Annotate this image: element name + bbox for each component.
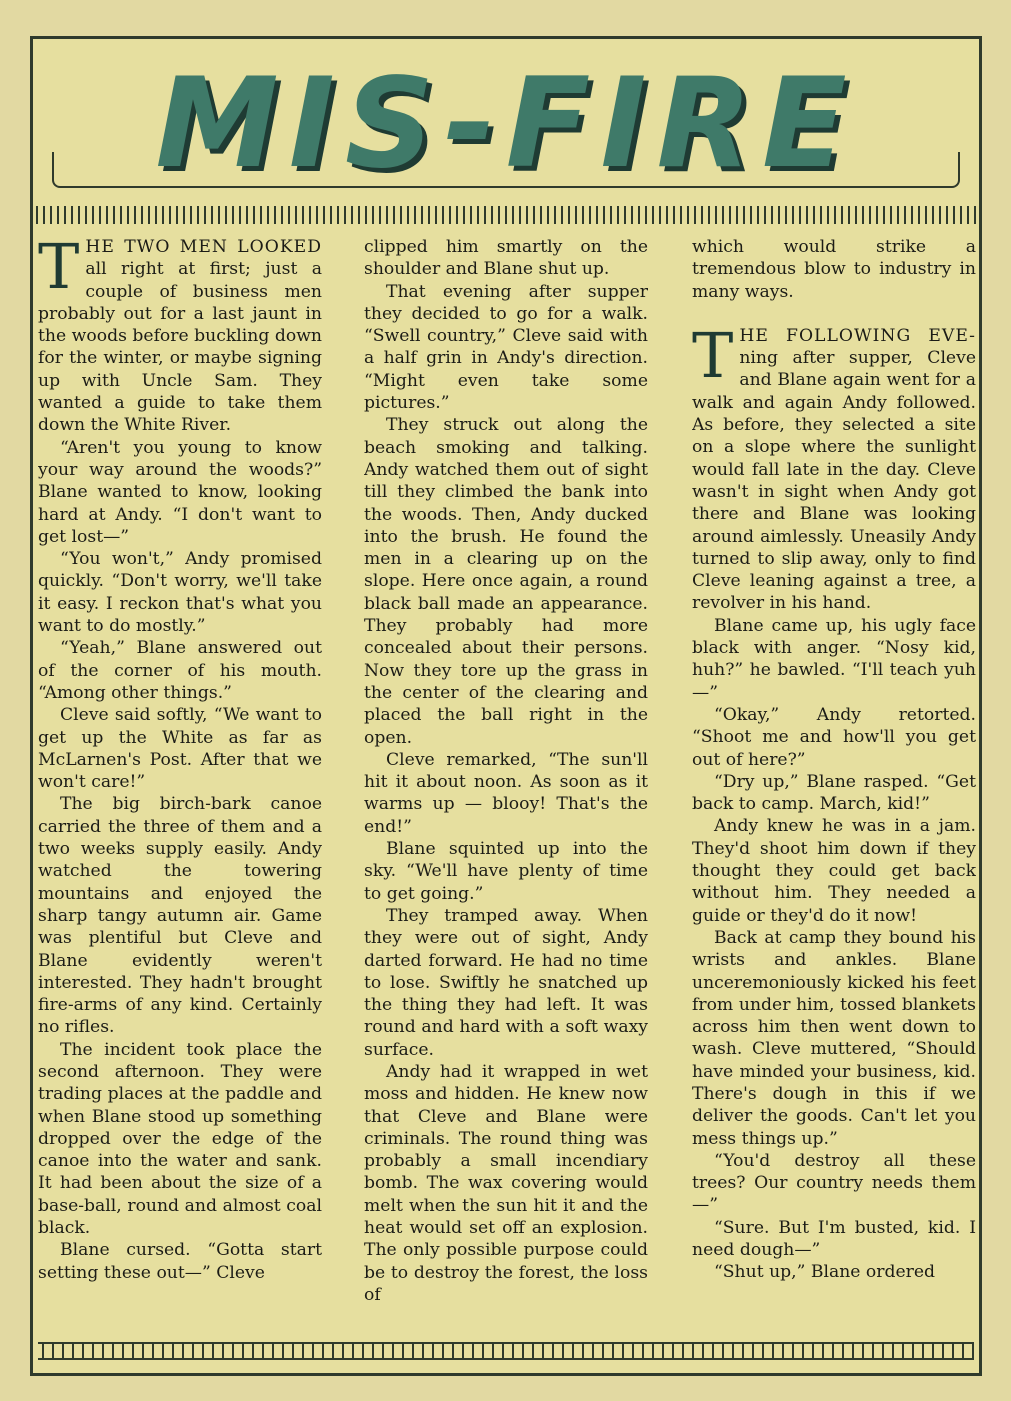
paragraph: “Shut up,” Blane ordered: [714, 1262, 936, 1283]
paragraph: “Sure. But I'm busted, kid. I need dough—”: [692, 1217, 976, 1261]
paragraph: “Dry up,” Blane rasped. “Get back to camp. March, kid!”: [692, 771, 976, 815]
title-banner: [36, 42, 976, 202]
paragraph: Blane came up, his ugly face black with anger. “Nosy kid, huh?” he bawled. “I'll teach yuh—”: [692, 615, 976, 703]
paragraph: The incident took place the second afternoon. They were trading places at the paddle and when Blane stood up something dropped over the edge of the canoe into the water and sank. It had been about the size of a base-ball, round and almost coal black.: [38, 1039, 322, 1239]
paragraph: “You'd destroy all these trees? Our country needs them—”: [692, 1150, 976, 1216]
paragraph: [38, 236, 322, 437]
drop-cap: T: [692, 318, 734, 392]
paragraph: Cleve said softly, “We want to get up the White as far as McLarnen's Post. After that we won't care!”: [38, 705, 322, 793]
paragraph: which would strike a tremendous blow to industry in many ways.: [692, 237, 976, 302]
paragraph: They tramped away. When they were out of sight, Andy darted forward. He had no time to lose. Swiftly he snatched up the thing they had left. It was round and hard with a soft waxy surface.: [364, 905, 648, 1060]
text-column-2: [364, 236, 648, 1336]
paragraph: clipped him smartly on the shoulder and Blane shut up.: [364, 237, 648, 280]
paragraph: “Aren't you young to know your way around the woods?” Blane wanted to know, looking hard at Andy. “I don't want to get lost—”: [38, 437, 322, 547]
paragraph: “Yeah,” Blane answered out of the corner of his mouth. “Among other things.”: [38, 638, 322, 703]
paragraph-text: all right at first; just a couple of business men probably out for a last jaunt in the woods before buckling down for the winter, or maybe signing up with Uncle Sam. They wanted a guide to take them down the White River.: [38, 259, 322, 436]
paragraph: Blane cursed. “Gotta start setting these out—” Cleve: [38, 1240, 322, 1283]
drop-cap: T: [38, 236, 80, 303]
paragraph: Cleve remarked, “The sun'll hit it about noon. As soon as it warms up — blooy! That's the end!”: [364, 749, 648, 837]
paragraph: “Okay,” Andy retorted. “Shoot me and how'll you get out of here?”: [692, 704, 976, 770]
decorative-rule-bottom: [38, 1342, 974, 1360]
lead-in-caps: HE FOLLOWING EVE-: [739, 325, 976, 346]
paragraph: [692, 318, 976, 615]
paragraph: The big birch-bark canoe carried the three of them and a two weeks supply easily. Andy watched the towering mountains and enjoyed the sharp tangy autumn air. Game was plentiful but Cleve and Blane evidently weren't interested. They hadn't brought fire-arms of any kind. Certainly no rifles.: [38, 794, 322, 1038]
paragraph: Andy knew he was in a jam. They'd shoot him down if they thought they could get back without him. They needed a guide or they'd do it now!: [692, 816, 976, 926]
paragraph: Back at camp they bound his wrists and ankles. Blane unceremoniously kicked his feet from under him, tossed blankets across him then went down to wash. Cleve muttered, “Should have minded your business, kid. There's dough in this if we deliver the goods. Can't let you mess things up.”: [692, 927, 976, 1149]
story-title: MIS-FIRE: [155, 52, 857, 196]
paragraph: “You won't,” Andy promised quickly. “Don't worry, we'll take it easy. I reckon that's what you want to do mostly.”: [38, 549, 322, 637]
paragraph: They struck out along the beach smoking and talking. Andy watched them out of sight till they climbed the bank into the woods. Then, Andy ducked into the brush. He found the men in a clearing up on the slope. Here once again, a round black ball made an appearance. They probably had more concealed about their persons. Now they tore up the grass in the center of the clearing and placed the ball right in the open.: [364, 415, 648, 748]
paragraph: Blane squinted up into the sky. “We'll have plenty of time to get going.”: [364, 839, 648, 904]
decorative-rule-top: [36, 206, 976, 224]
text-column-3: [692, 236, 976, 1336]
paragraph-text: ning after supper, Cleve and Blane again went for a walk and again Andy followed. As before, they selected a site on a slope where the sunlight would fall late in the day. Cleve wasn't in sight when Andy got there and Blane was looking around aimlessly. Uneasily Andy turned to slip away, only to find Cleve leaning against a tree, a revolver in his hand.: [692, 348, 976, 614]
lead-in-caps: HE TWO MEN LOOKED: [85, 237, 322, 257]
text-column-1: [38, 236, 322, 1336]
paragraph: That evening after supper they decided to go for a walk. “Swell country,” Cleve said with a half grin in Andy's direction. “Might even take some pictures.”: [364, 281, 648, 414]
paragraph: Andy had it wrapped in wet moss and hidden. He knew now that Cleve and Blane were criminals. The round thing was probably a small incendiary bomb. The wax covering would melt when the sun hit it and the heat would set off an explosion. The only possible purpose could be to destroy the forest, the loss of: [364, 1061, 648, 1305]
